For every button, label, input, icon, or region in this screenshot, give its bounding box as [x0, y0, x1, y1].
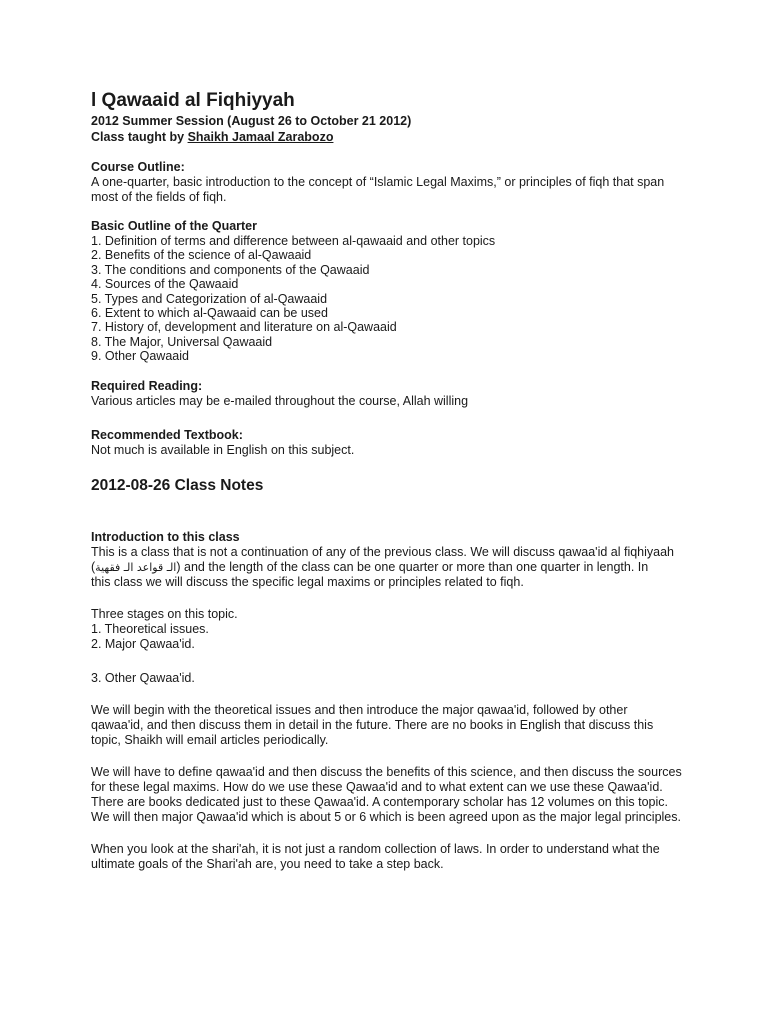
outline-item: 4. Sources of the Qawaaid — [91, 277, 239, 292]
stage-item-3: 3. Other Qawaa'id. — [91, 670, 195, 685]
arabic-term: الـ قواعد الـ فقهية — [95, 560, 177, 574]
taught-by-line — [91, 129, 691, 145]
document-body — [91, 90, 691, 872]
paragraph: We will begin with the theoretical issues and then introduce the major qawaa'id, followed by other qawaa'id, and then discuss them in detail in the future. There are no books in English that discuss this topic, Shaikh will email articles periodically. — [91, 702, 654, 747]
taught-by-label: Class taught by — [91, 130, 185, 144]
course-outline-text: A one-quarter, basic introduction to the concept of “Islamic Legal Maxims,” or principles of fiqh that span most of the fields of fiqh. — [91, 175, 665, 204]
stages-intro: Three stages on this topic. — [91, 606, 238, 621]
teacher-name: Shaikh Jamaal Zarabozo — [187, 130, 334, 144]
required-reading-heading: Required Reading: — [91, 378, 203, 393]
basic-outline-list — [91, 234, 691, 364]
session-line: 2012 Summer Session (August 26 to October 21 2012) — [91, 114, 412, 128]
stage-item-1: 1. Theoretical issues. — [91, 621, 209, 636]
class-notes-title: 2012-08-26 Class Notes — [91, 476, 264, 494]
arabic-open-paren: ( — [91, 559, 96, 574]
paragraph: When you look at the shari'ah, it is not just a random collection of laws. In order to understand what the ultimate goals of the Shari'ah are, you need to take a step back. — [91, 841, 660, 871]
basic-outline-heading: Basic Outline of the Quarter — [91, 219, 258, 233]
outline-item: 3. The conditions and components of the Qawaaid — [91, 262, 370, 277]
stage-item-2: 2. Major Qawaa'id. — [91, 636, 195, 651]
course-outline-heading: Course Outline: — [91, 160, 185, 174]
recommended-textbook-text: Not much is available in English on this subject. — [91, 442, 355, 457]
outline-item: 2. Benefits of the science of al-Qawaaid — [91, 248, 312, 263]
required-reading-text: Various articles may be e-mailed throughout the course, Allah willing — [91, 393, 469, 408]
intro-line-2-rest: ) and the length of the class can be one quarter or more than one quarter in length. In — [176, 559, 649, 574]
intro-line-1: This is a class that is not a continuation of any of the previous class. We will discuss qawaa'id al fiqhiyaah — [91, 544, 675, 559]
outline-item: 8. The Major, Universal Qawaaid — [91, 334, 273, 349]
paragraph: We will have to define qawaa'id and then discuss the benefits of this science, and then discuss the sources for these legal maxims. How do we use these Qawaa'id and to what extent can we use these Qawaa'id. There are books dedicated just to these Qawaa'id. A contemporary scholar has 12 volumes on this topic. We will then major Qawaa'id which is about 5 or 6 which is been agreed upon as the major legal principles. — [91, 764, 682, 824]
outline-item: 7. History of, development and literature on al-Qawaaid — [91, 320, 397, 335]
intro-line-2 — [91, 560, 691, 575]
outline-item: 1. Definition of terms and difference between al-qawaaid and other topics — [91, 234, 496, 248]
intro-heading: Introduction to this class — [91, 529, 240, 544]
outline-item: 9. Other Qawaaid — [91, 349, 189, 364]
recommended-textbook-heading: Recommended Textbook: — [91, 427, 243, 442]
outline-item: 5. Types and Categorization of al-Qawaaid — [91, 291, 328, 306]
intro-line-3: this class we will discuss the specific legal maxims or principles related to fiqh. — [91, 574, 524, 589]
outline-item: 6. Extent to which al-Qawaaid can be used — [91, 306, 328, 321]
document-title: l Qawaaid al Fiqhiyyah — [91, 90, 295, 111]
